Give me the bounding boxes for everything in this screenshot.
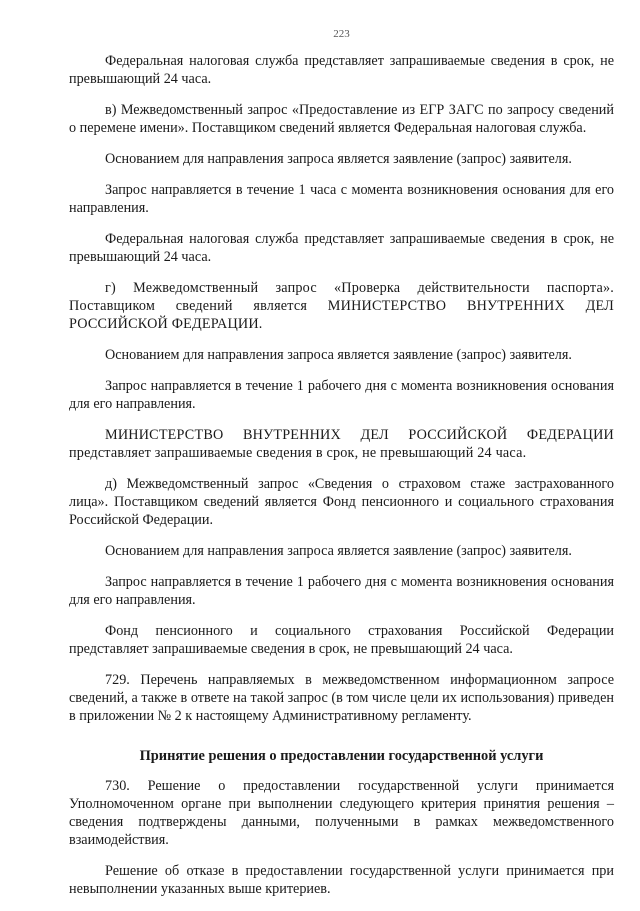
paragraph-request-g: г) Межведомственный запрос «Проверка действительности паспорта». Поставщиком сведений является МИНИСТЕРСТВО ВНУТРЕННИХ ДЕЛ РОССИЙСКОЙ ФЕДЕРАЦИИ. [69, 280, 614, 332]
paragraph-fns-response-1: Федеральная налоговая служба представляет запрашиваемые сведения в срок, не превышающий 24 часа. [69, 53, 614, 87]
paragraph-fns-response-2: Федеральная налоговая служба представляет запрашиваемые сведения в срок, не превышающий 24 часа. [69, 231, 614, 265]
document-page [69, 26, 614, 911]
paragraph-request-d: д) Межведомственный запрос «Сведения о страховом стаже застрахованного лица». Поставщиком сведений является Фонд пенсионного и социального страхования Российской Федерации. [69, 476, 614, 528]
section-heading: Принятие решения о предоставлении государственной услуги [139, 748, 544, 764]
paragraph-730: 730. Решение о предоставлении государственной услуги принимается Уполномоченном органе при выполнении следующего критерия принятия решения – сведения подтверждены данными, полученными в рамках межведомственного взаимодействия. [69, 778, 614, 848]
paragraph-timing-2: Запрос направляется в течение 1 рабочего дня с момента возникновения основания для его направления. [69, 378, 614, 412]
paragraph-request-v: в) Межведомственный запрос «Предоставление из ЕГР ЗАГС по запросу сведений о перемене имени». Поставщиком сведений является Федеральная налоговая служба. [69, 102, 614, 136]
paragraph-729: 729. Перечень направляемых в межведомственном информационном запросе сведений, а также в ответе на такой запрос (в том числе цели их использования) приведен в приложении № 2 к настоящему Административному регламенту. [69, 672, 614, 724]
paragraph-refusal: Решение об отказе в предоставлении государственной услуги принимается при невыполнении указанных выше критериев. [69, 863, 614, 897]
paragraph-sfr-response: Фонд пенсионного и социального страхования Российской Федерации представляет запрашиваемые сведения в срок, не превышающий 24 часа. [69, 623, 614, 657]
page-number: 223 [333, 28, 350, 40]
paragraph-timing-3: Запрос направляется в течение 1 рабочего дня с момента возникновения основания для его направления. [69, 574, 614, 608]
paragraph-mvd-response: МИНИСТЕРСТВО ВНУТРЕННИХ ДЕЛ РОССИЙСКОЙ ФЕДЕРАЦИИ представляет запрашиваемые сведения в срок, не превышающий 24 часа. [69, 427, 614, 461]
paragraph-timing-1: Запрос направляется в течение 1 часа с момента возникновения основания для его направления. [69, 182, 614, 216]
paragraph-basis-1: Основанием для направления запроса является заявление (запрос) заявителя. [105, 151, 572, 167]
paragraph-basis-3: Основанием для направления запроса является заявление (запрос) заявителя. [105, 543, 572, 559]
paragraph-basis-2: Основанием для направления запроса является заявление (запрос) заявителя. [105, 347, 572, 363]
